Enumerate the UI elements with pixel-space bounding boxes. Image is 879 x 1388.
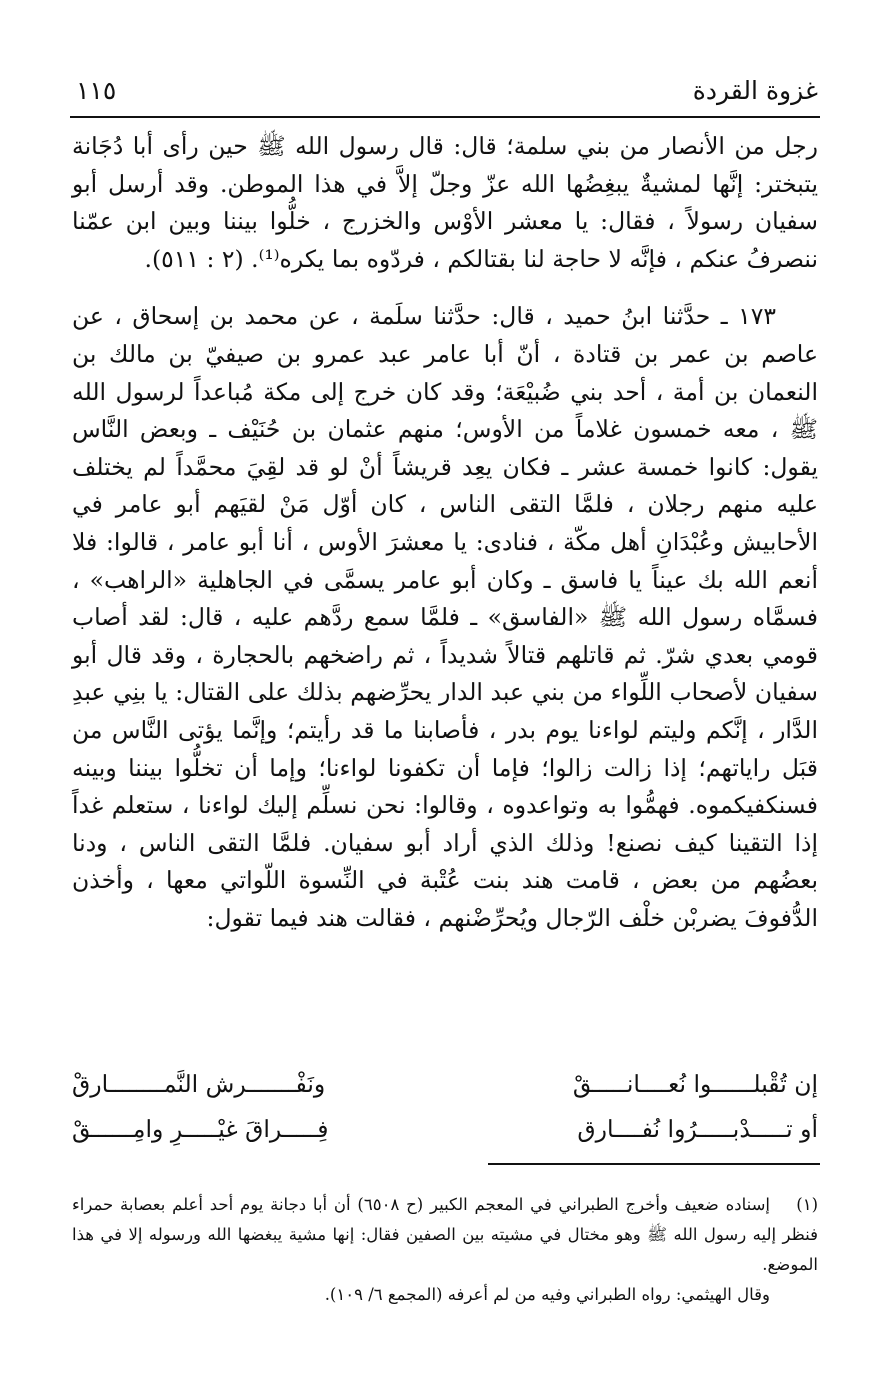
page-number: ١١٥ [76,76,117,105]
verse-2-second-hemistich: فِـــــراقَ غيْـــــرِ وامِــــــقْ [72,1115,329,1143]
paragraph-2: ١٧٣ ـ حدَّثنا ابنُ حميد ، قال: حدَّثنا سلَمة ، عن محمد بن إسحاق ، عن عاصم بن عمر بن قتادة ، أنّ أبا عامر عبد عمرو بن صيفيّ بن مالك بن النعمان بن أمة ، أحد بني ضُبيْعَة؛ وقد كان خرج إلى مكة مُباعداً لرسول الله ﷺ ، معه خمسون غلاماً من الأوس؛ منهم عثمان بن حُنَيْف ـ وبعض النَّاس يقول: كانوا خمسة عشر ـ فكان يعِد قريشاً أنْ لو قد لقِيَ محمَّداً لم يختلف عليه منهم رجلان ، فلمَّا التقى الناس ، كان أوّل مَنْ لقيَهم أبو عامر في الأحابيش وعُبْدَانِ أهل مكّة ، فنادى: يا معشرَ الأوس ، أنا أبو عامر ، قالوا: فلا أنعم الله بك عيناً يا فاسق ـ وكان أبو عامر يسمَّى في الجاهلية «الراهب» ، فسمَّاه رسول الله ﷺ «الفاسق» ـ فلمَّا سمع ردَّهم عليه ، قال: لقد أصاب قومي بعدي شرّ. ثم قاتلهم قتالاً شديداً ، ثم راضخهم بالحجارة ، وقد قال أبو سفيان لأصحاب اللِّواء من بني عبد الدار يحرِّضهم بذلك على القتال: يا بنِي عبدِ الدَّار ، إنَّكم وليتم لواءنا يوم بدر ، فأصابنا ما قد رأيتم؛ وإنَّما يؤتى النَّاس من قبَل راياتهم؛ إذا زالت زالوا؛ فإما أن تكفونا لواءنا؛ وإما أن تخلُّوا بيننا وبينه فسنكفيكموه. فهمُّوا به وتواعدوه ، وقالوا: نحن نسلِّم إليك لواءنا ، ستعلم غداً إذا التقينا كيف نصنع! وذلك الذي أراد أبو سفيان. فلمَّا التقى الناس ، ودنا بعضُهم من بعض ، قامت هند بنت عُتْبة في النِّسوة اللّواتي معها ، وأخذن الدُّفوفَ يضربْن خلْف الرّجال ويُحرِّضْنهم ، فقالت هند فيما تقول: [72,302,818,932]
main-text [72,128,818,937]
footnote-text: إسناده ضعيف وأخرج الطبراني في المعجم الكبير (ح ٦٥٠٨) أن أبا دجانة يوم أحد أعلم بعصابة حمراء فنظر إليه رسول الله ﷺ وهو مختال في مشيته بين الصفين فقال: إنها مشية يبغضها الله ورسوله إلا في هذا الموضع. [72,1195,818,1274]
verse-2-first-hemistich: أو تـــــدْبـــــرُوا نُفــــارق [577,1115,818,1143]
footnote-1 [72,1190,818,1280]
footnotes [72,1190,818,1310]
verse-1-first-hemistich: إن تُقْبلــــــوا نُعــــانـــــقْ [572,1070,818,1098]
footnote-continuation: وقال الهيثمي: رواه الطبراني وفيه من لم أعرفه (المجمع ٦/ ١٠٩). [324,1285,770,1304]
paragraph-1: رجل من الأنصار من بني سلمة؛ قال: قال رسول الله ﷺ حين رأى أبا دُجَانة يتبختر: إنَّها لمشيةٌ يبغِضُها الله عزّ وجلّ إلاَّ في هذا الموطن. وقد أرسل أبو سفيان رسولاً ، فقال: يا معشر الأوْس والخزرج ، خلُّوا بيننا وبين ابن عمّنا ننصرفُ عنكم ، فإنَّه لا حاجة لنا بقتالكم ، فردّوه بما يكره⁽¹⁾. (٢ : ٥١١). [72,132,818,273]
footnote-number: (١) [796,1195,818,1214]
verse-1-second-hemistich: ونَفْـــــــرش النَّمــــــــارقْ [72,1070,326,1098]
footnote-divider [488,1163,820,1165]
page-header [70,76,820,118]
chapter-title: غزوة القردة [692,76,818,105]
